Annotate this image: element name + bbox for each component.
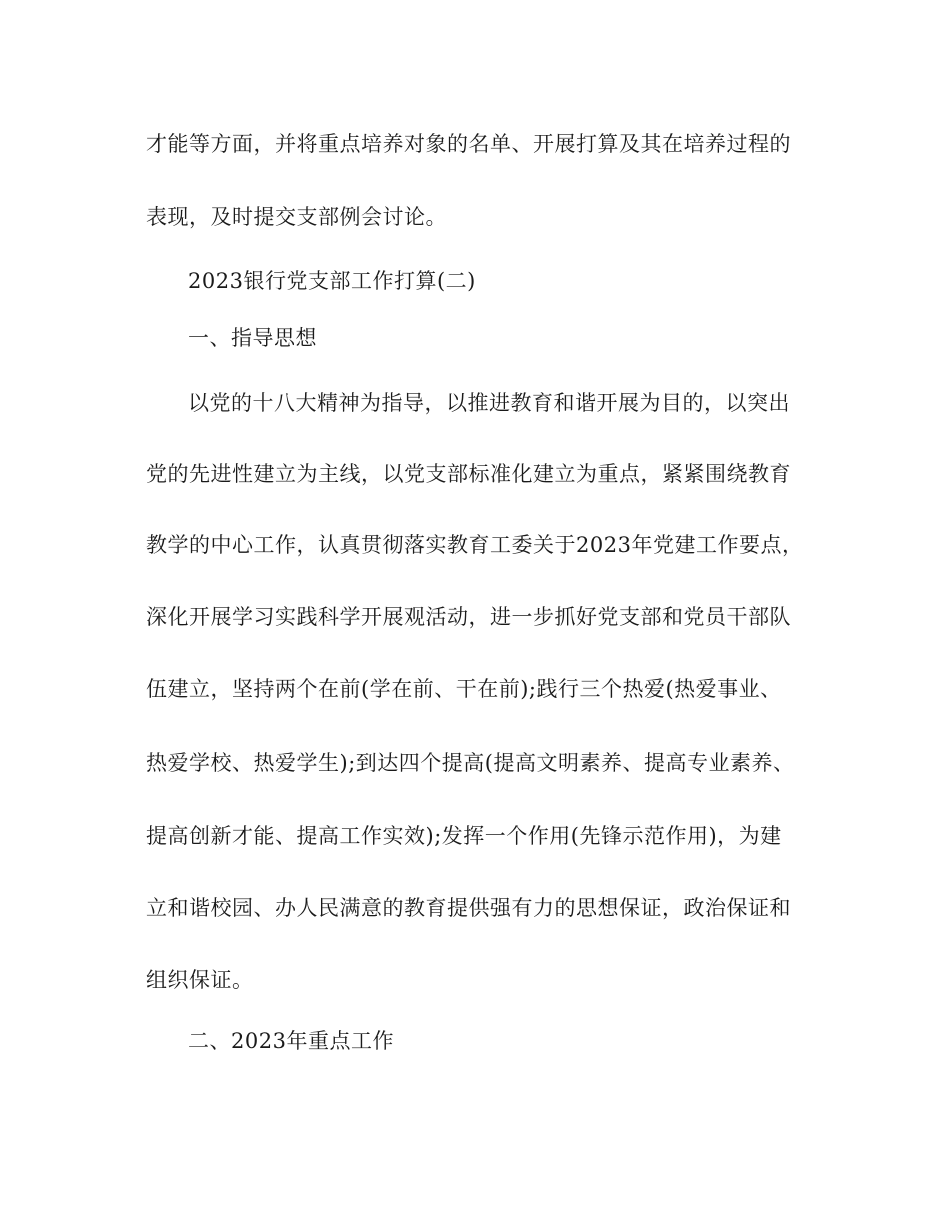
section-heading: 二、2023年重点工作 <box>188 1029 394 1053</box>
section-heading: 一、指导思想 <box>188 326 317 350</box>
paragraph-line: 立和谐校园、办人民满意的教育提供强有力的思想保证，政治保证和 <box>146 896 791 920</box>
paragraph-line: 提高创新才能、提高工作实效);发挥一个作用(先锋示范作用)，为建 <box>146 824 782 848</box>
paragraph-line: 党的先进性建立为主线，以党支部标准化建立为重点，紧紧围绕教育 <box>146 462 791 486</box>
paragraph-line: 表现，及时提交支部例会讨论。 <box>146 205 447 229</box>
section-title: 2023银行党支部工作打算(二) <box>188 269 476 293</box>
paragraph-line: 才能等方面，并将重点培养对象的名单、开展打算及其在培养过程的 <box>146 132 791 156</box>
paragraph-line: 组织保证。 <box>146 968 254 992</box>
paragraph-line: 热爱学校、热爱学生);到达四个提高(提高文明素养、提高专业素养、 <box>146 751 795 775</box>
paragraph-line: 以党的十八大精神为指导，以推进教育和谐开展为目的，以突出 <box>188 391 790 415</box>
paragraph-line: 深化开展学习实践科学开展观活动，进一步抓好党支部和党员干部队 <box>146 605 791 629</box>
paragraph-line: 教学的中心工作，认真贯彻落实教育工委关于2023年党建工作要点， <box>146 533 804 557</box>
paragraph-line: 伍建立，坚持两个在前(学在前、干在前);践行三个热爱(热爱事业、 <box>146 677 782 701</box>
